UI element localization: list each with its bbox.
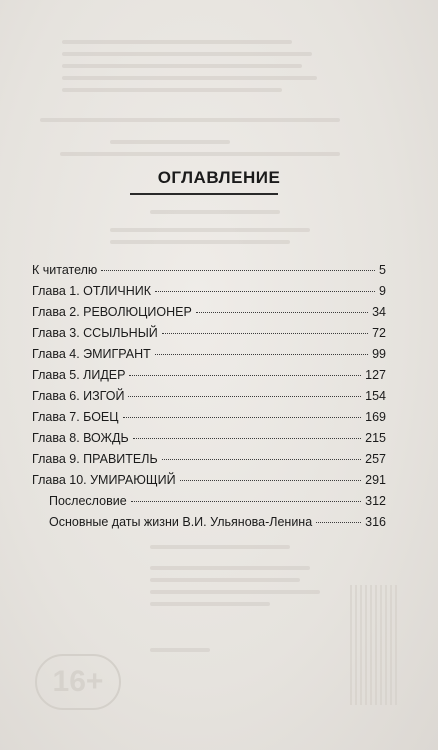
toc-entry-page: 257 xyxy=(365,452,386,466)
dot-leader xyxy=(155,354,368,355)
dot-leader xyxy=(123,417,362,418)
toc-entry-label: Послесловие xyxy=(49,494,127,508)
toc-entry-page: 72 xyxy=(372,326,386,340)
toc-entry-label: Глава 4. ЭМИГРАНТ xyxy=(32,347,151,361)
toc-entry xyxy=(32,431,386,452)
toc-entry-label: Глава 7. БОЕЦ xyxy=(32,410,119,424)
toc-entry xyxy=(32,494,386,515)
toc-entry-page: 9 xyxy=(379,284,386,298)
title-underline xyxy=(130,193,278,195)
age-rating-badge xyxy=(35,654,121,710)
dot-leader xyxy=(101,270,375,271)
toc-entry xyxy=(32,389,386,410)
age-rating-text: 16+ xyxy=(52,665,104,698)
toc-entry xyxy=(32,452,386,473)
dot-leader xyxy=(316,522,361,523)
dot-leader xyxy=(155,291,375,292)
toc-entry-page: 316 xyxy=(365,515,386,529)
dot-leader xyxy=(196,312,368,313)
dot-leader xyxy=(128,396,361,397)
dot-leader xyxy=(129,375,361,376)
toc-entry-label: Глава 10. УМИРАЮЩИЙ xyxy=(32,473,176,487)
dot-leader xyxy=(162,333,368,334)
toc-entry-label: Глава 8. ВОЖДЬ xyxy=(32,431,129,445)
toc-entry xyxy=(32,305,386,326)
dot-leader xyxy=(180,480,362,481)
toc-entry-label: Глава 3. ССЫЛЬНЫЙ xyxy=(32,326,158,340)
table-of-contents xyxy=(32,263,386,536)
toc-entry xyxy=(32,263,386,284)
toc-entry-page: 169 xyxy=(365,410,386,424)
toc-entry xyxy=(32,473,386,494)
toc-entry-page: 215 xyxy=(365,431,386,445)
toc-entry xyxy=(32,326,386,347)
toc-entry-label: Глава 2. РЕВОЛЮЦИОНЕР xyxy=(32,305,192,319)
toc-entry-page: 127 xyxy=(365,368,386,382)
toc-entry-page: 312 xyxy=(365,494,386,508)
toc-title: ОГЛАВЛЕНИЕ xyxy=(157,168,281,187)
toc-entry xyxy=(32,347,386,368)
toc-entry xyxy=(32,515,386,536)
barcode-showthrough xyxy=(350,585,400,705)
toc-entry xyxy=(32,368,386,389)
dot-leader xyxy=(162,459,361,460)
toc-entry-label: Глава 6. ИЗГОЙ xyxy=(32,389,125,403)
toc-entry-label: Основные даты жизни В.И. Ульянова-Ленина xyxy=(49,515,313,529)
toc-entry xyxy=(32,284,386,305)
toc-entry-page: 154 xyxy=(365,389,386,403)
toc-entry-label: К читателю xyxy=(32,263,98,277)
toc-entry-page: 34 xyxy=(372,305,386,319)
toc-entry-page: 5 xyxy=(379,263,386,277)
toc-entry-label: Глава 5. ЛИДЕР xyxy=(32,368,126,382)
dot-leader xyxy=(131,501,361,502)
toc-entry-label: Глава 9. ПРАВИТЕЛЬ xyxy=(32,452,158,466)
dot-leader xyxy=(133,438,361,439)
toc-entry-label: Глава 1. ОТЛИЧНИК xyxy=(32,284,152,298)
toc-entry-page: 99 xyxy=(372,347,386,361)
toc-entry-page: 291 xyxy=(365,473,386,487)
toc-entry xyxy=(32,410,386,431)
